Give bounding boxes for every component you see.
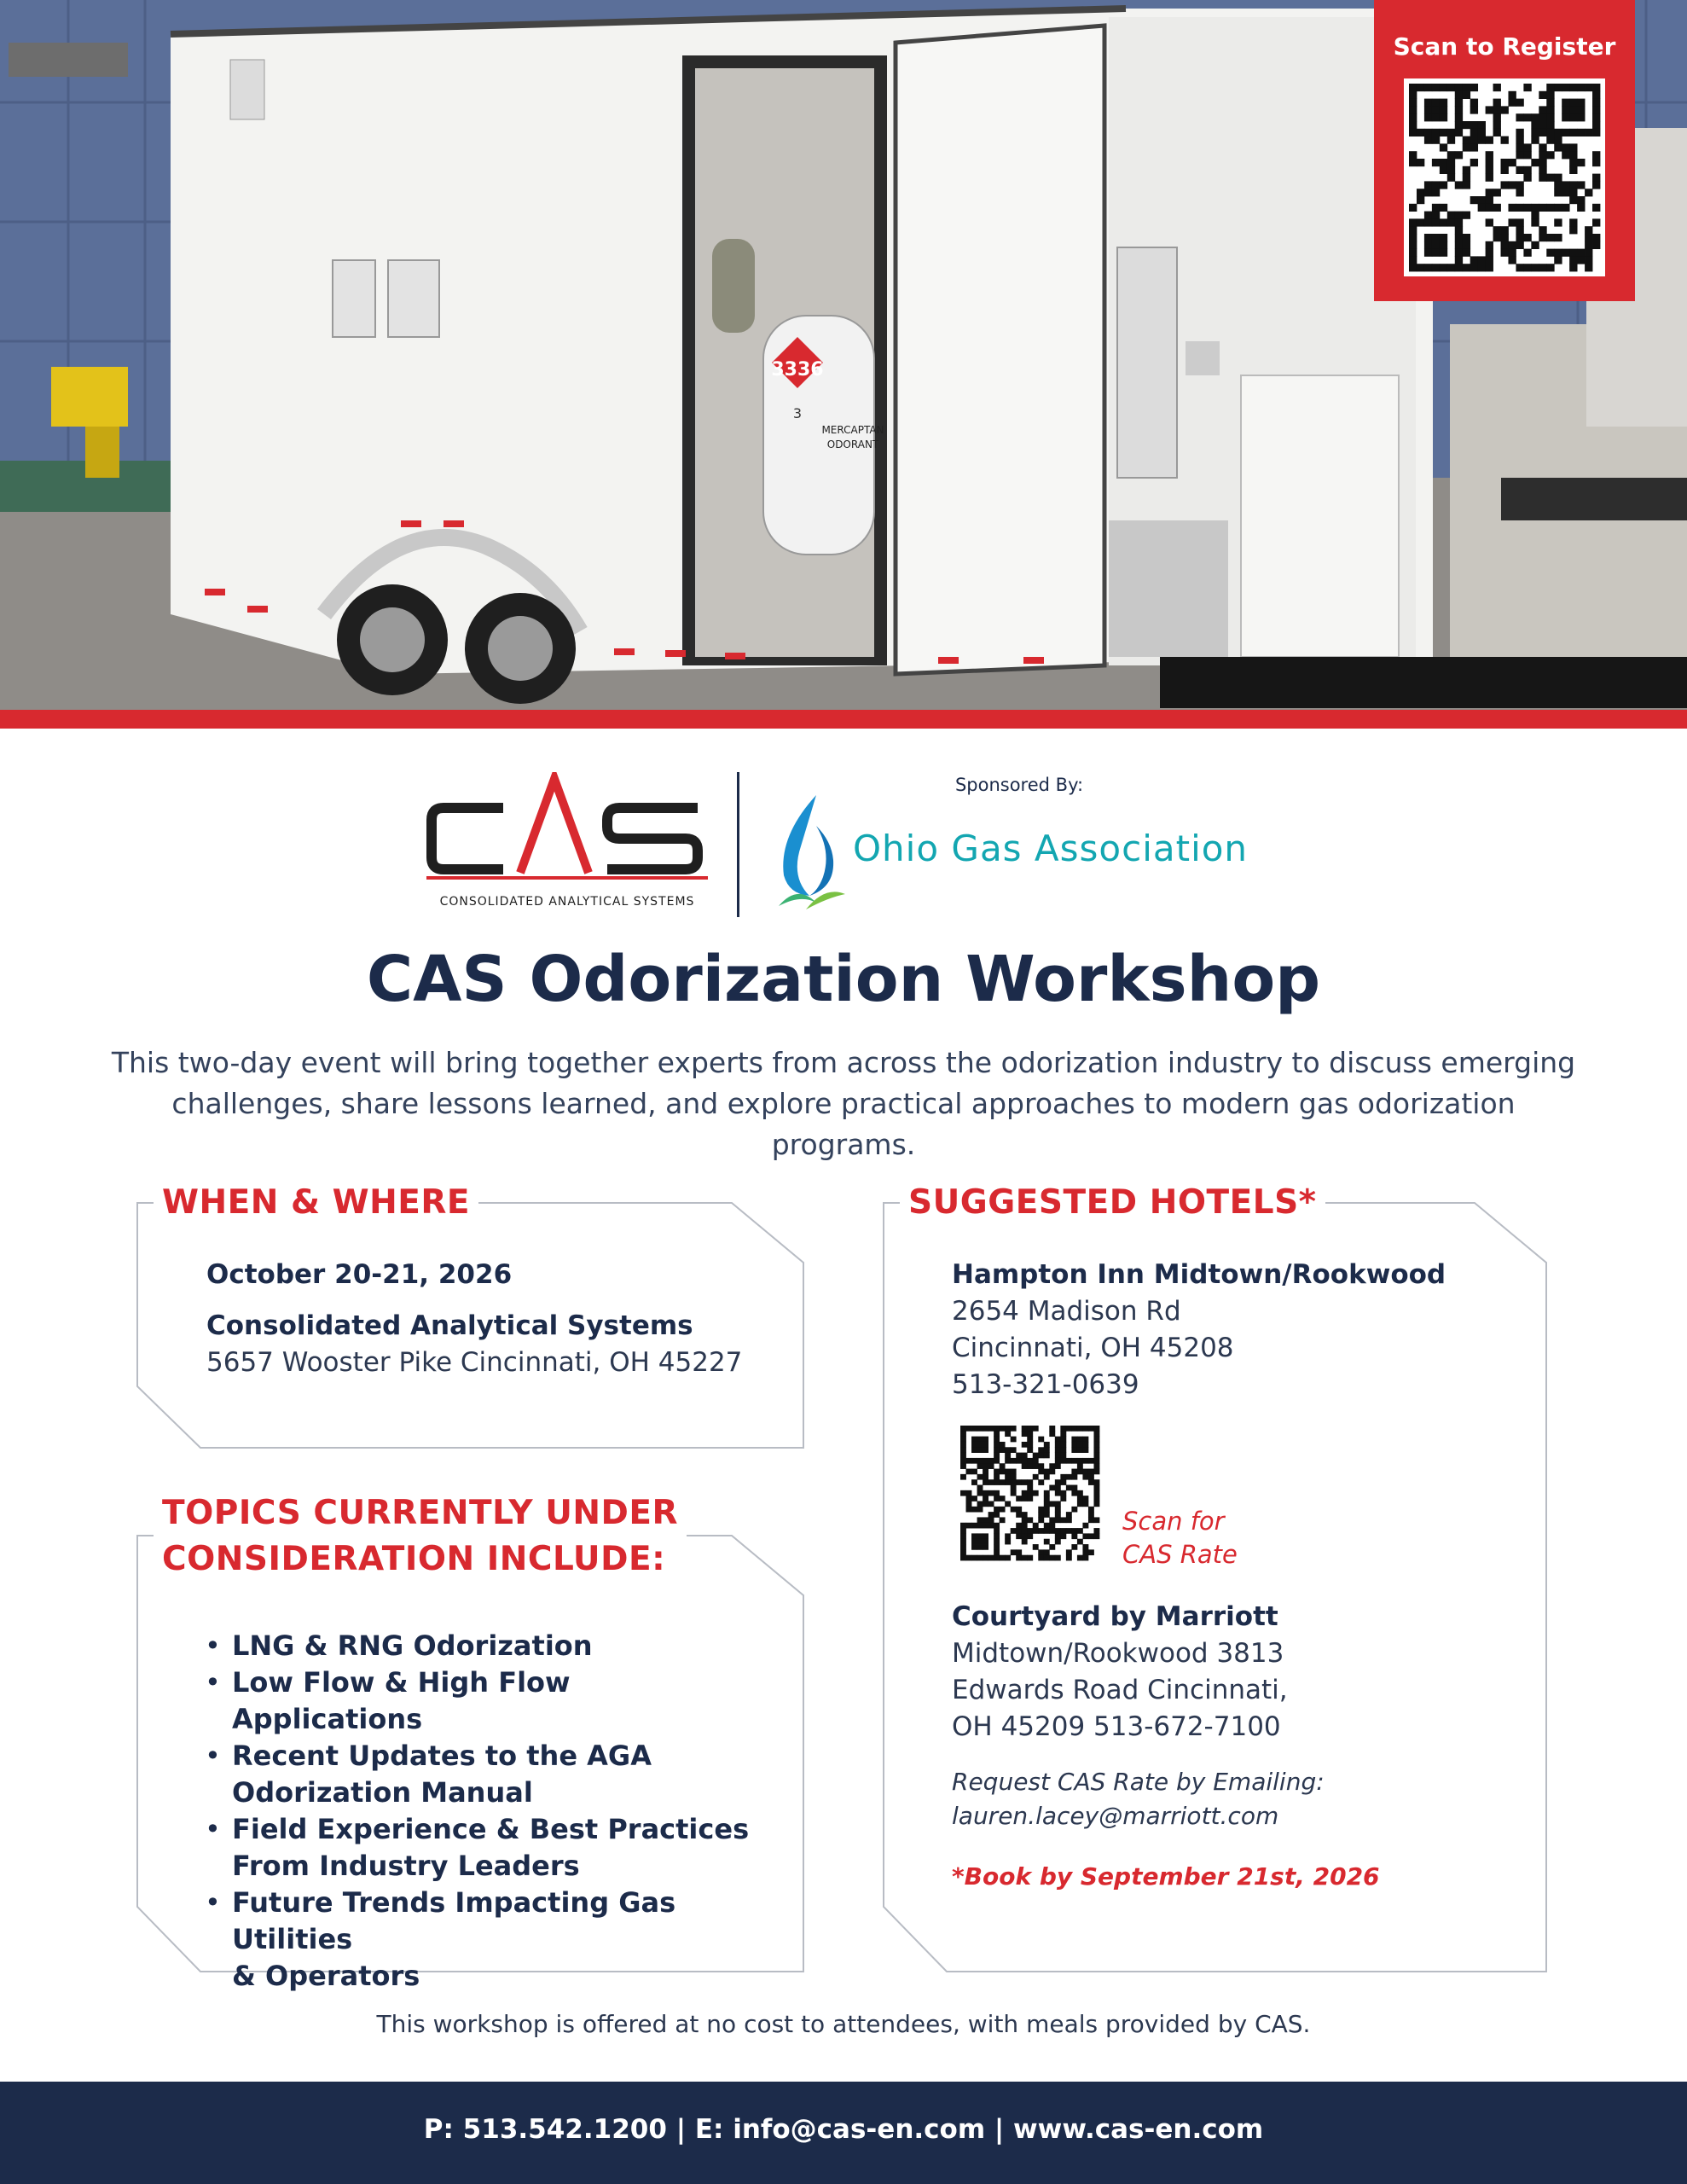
cas-rate-qr-code[interactable]	[955, 1420, 1104, 1565]
qr-code-icon	[1404, 78, 1605, 276]
ohio-gas-association-name: Ohio Gas Association	[853, 828, 1249, 869]
scan-for-cas-rate-label	[1122, 1505, 1238, 1571]
event-date: October 20-21, 2026	[206, 1259, 513, 1290]
hazmat-placard: 3336	[771, 359, 824, 380]
list-item: • Future Trends Impacting Gas Utilities & Operators	[205, 1885, 751, 1995]
topic-text: Low Flow & High Flow Applications	[232, 1666, 571, 1735]
request-rate-label: Request CAS Rate by Emailing:	[952, 1768, 1325, 1796]
topic-text: Recent Updates to the AGA	[232, 1740, 652, 1772]
topics-heading-line1: TOPICS CURRENTLY UNDER	[162, 1494, 679, 1532]
list-item: • Recent Updates to the AGA Odorization Manual	[205, 1738, 751, 1811]
hotel2-line3: OH 45209 513-672-7100	[952, 1711, 1281, 1742]
logo-divider	[737, 772, 739, 917]
flame-logo-icon	[772, 792, 849, 913]
list-item: • LNG & RNG Odorization	[205, 1629, 593, 1662]
scan-line1: Scan for	[1122, 1507, 1225, 1536]
hotels-heading: SUGGESTED HOTELS*	[900, 1180, 1325, 1226]
topic-text-cont: & Operators	[232, 1960, 420, 1992]
sponsored-by-label: Sponsored By:	[954, 775, 1084, 795]
red-divider-stripe	[0, 710, 1687, 729]
topics-heading-line2: CONSIDERATION INCLUDE:	[162, 1540, 666, 1578]
hotel1-city: Cincinnati, OH 45208	[952, 1333, 1234, 1363]
cas-subtitle: CONSOLIDATED ANALYTICAL SYSTEMS	[439, 895, 695, 909]
scan-to-register-label: Scan to Register	[1393, 32, 1616, 61]
hotel1-street: 2654 Madison Rd	[952, 1296, 1181, 1327]
topics-list	[205, 1628, 751, 1995]
event-venue: Consolidated Analytical Systems	[206, 1310, 693, 1341]
hazmat-class: 3	[792, 405, 803, 421]
intro-paragraph: This two-day event will bring together experts from across the odorization industry to discuss emerging challenges, share lessons learned, and explore practical approaches to modern gas odorization programs.	[111, 1046, 1576, 1161]
register-qr-panel[interactable]	[1374, 0, 1635, 301]
hotel1-phone: 513-321-0639	[952, 1369, 1139, 1400]
cost-note: This workshop is offered at no cost to attendees, with meals provided by CAS.	[376, 2010, 1311, 2038]
topic-text: Future Trends Impacting Gas Utilities	[232, 1886, 676, 1955]
hotel2-line1: Midtown/Rookwood 3813	[952, 1638, 1284, 1669]
topic-text-cont: From Industry Leaders	[232, 1850, 580, 1882]
list-item: • Low Flow & High Flow Applications	[205, 1666, 571, 1735]
hotel1-name: Hampton Inn Midtown/Rookwood	[952, 1259, 1446, 1290]
topic-text: LNG & RNG Odorization	[232, 1629, 593, 1662]
qr-code-icon	[955, 1420, 1104, 1565]
topic-text-cont: Odorization Manual	[232, 1776, 533, 1809]
cas-logo	[426, 772, 708, 917]
register-qr-code[interactable]	[1404, 78, 1605, 276]
tank-label-line2: ODORANT	[826, 439, 879, 450]
page-title: CAS Odorization Workshop	[366, 943, 1321, 1016]
contact-info[interactable]: P: 513.542.1200 | E: info@cas-en.com | www.cas-en.com	[423, 2114, 1264, 2145]
book-by-deadline: *Book by September 21st, 2026	[952, 1862, 1380, 1891]
tank-label-line1: MERCAPTAN	[821, 424, 884, 436]
hotel-email-link[interactable]: lauren.lacey@marriott.com	[952, 1802, 1279, 1830]
hotel2-line2: Edwards Road Cincinnati,	[952, 1675, 1288, 1705]
scan-line2: CAS Rate	[1122, 1540, 1238, 1569]
topic-text: Field Experience & Best Practices	[232, 1813, 750, 1845]
topics-heading	[154, 1490, 687, 1583]
when-where-heading: WHEN & WHERE	[154, 1180, 478, 1226]
event-address: 5657 Wooster Pike Cincinnati, OH 45227	[206, 1347, 743, 1378]
list-item: • Field Experience & Best Practices From Industry Leaders	[205, 1811, 751, 1885]
hotel2-name: Courtyard by Marriott	[952, 1601, 1278, 1632]
contact-footer	[0, 2082, 1687, 2184]
